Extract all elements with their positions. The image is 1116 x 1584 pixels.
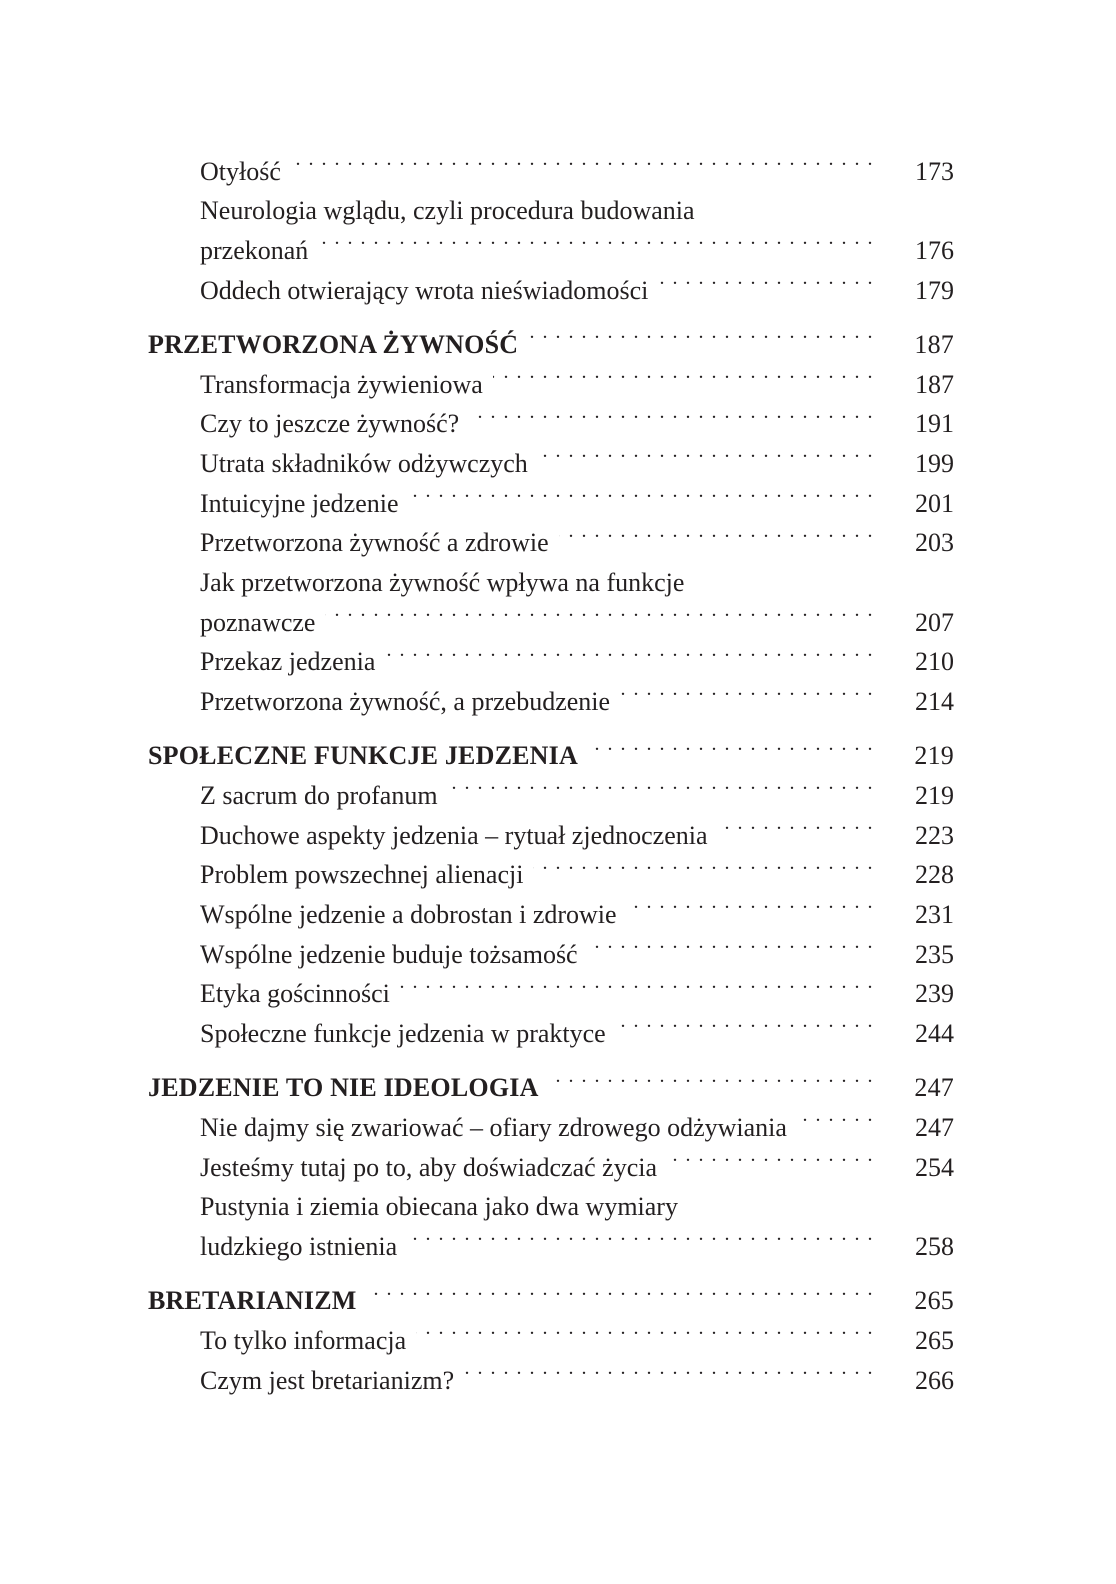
table-of-contents [148, 140, 954, 1395]
toc-entry-title: Wspólne jedzenie buduje tożsamość [200, 935, 588, 975]
toc-entry-title: ludzkiego istnienia [200, 1227, 407, 1267]
toc-entry-title: Etyka gościnności [200, 974, 400, 1014]
toc-entry-page-number: 258 [915, 1232, 954, 1262]
toc-entry-title: Otyłość [200, 152, 291, 192]
toc-entry-page-number: 247 [914, 1073, 954, 1103]
toc-entry-page-number: 203 [915, 528, 954, 558]
dot-leader [291, 140, 874, 180]
toc-entry-title: Utrata składników odżywczych [200, 444, 538, 484]
toc-chapter-heading[interactable] [148, 1270, 954, 1316]
toc-entry-page-number: 187 [915, 369, 954, 399]
toc-entry-title: Nie dajmy się zwariować – ofiary zdrowego odżywiania [200, 1108, 797, 1148]
toc-entry-page-number: 228 [915, 860, 954, 890]
toc-entry-title: JEDZENIE TO NIE IDEOLOGIA [148, 1068, 549, 1108]
toc-entry-page-number: 201 [915, 488, 954, 518]
toc-entry-title: Społeczne funkcje jedzenia w praktyce [200, 1014, 616, 1054]
toc-entry-line [200, 180, 954, 226]
dot-leader [797, 1096, 874, 1136]
toc-entry-line [148, 313, 954, 359]
dot-leader [705, 180, 874, 220]
toc-entry-page-number: 191 [915, 409, 954, 439]
dot-leader [694, 551, 874, 591]
toc-entry-title: Pustynia i ziemia obiecana jako dwa wymiary [200, 1187, 688, 1227]
toc-entry-title: Z sacrum do profanum [200, 776, 448, 816]
dot-leader [588, 725, 874, 765]
toc-entry-title: Wspólne jedzenie a dobrostan i zdrowie [200, 895, 627, 935]
toc-entry-title: Przetworzona żywność a zdrowie [200, 523, 559, 563]
toc-entry-page-number: 244 [915, 1019, 954, 1049]
toc-entry-page-number: 265 [915, 1325, 954, 1355]
dot-leader [588, 923, 874, 963]
toc-entry-title: Problem powszechnej alienacji [200, 855, 533, 895]
toc-entry-page-number: 231 [915, 900, 954, 930]
dot-leader [493, 353, 874, 393]
toc-entry-page-number: 265 [914, 1286, 954, 1316]
dot-leader [688, 1176, 874, 1216]
toc-entry-title: Przekaz jedzenia [200, 642, 385, 682]
toc-chapter-heading[interactable] [148, 313, 954, 359]
toc-entry-page-number: 266 [915, 1365, 954, 1395]
dot-leader [559, 512, 874, 552]
toc-entry-page-number: 239 [915, 979, 954, 1009]
toc-entry-title: Intuicyjne jedzenie [200, 484, 409, 524]
dot-leader [464, 1349, 874, 1389]
toc-entry-title: SPOŁECZNE FUNKCJE JEDZENIA [148, 736, 588, 776]
toc-entry-page-number: 247 [915, 1113, 954, 1142]
toc-entry-line [148, 1270, 954, 1316]
dot-leader [538, 432, 874, 472]
toc-entry-title: poznawcze [200, 603, 325, 643]
toc-entry-page-number: 179 [915, 275, 954, 305]
toc-entry-title: PRZETWORZONA ŻYWNOŚĆ [148, 325, 528, 365]
toc-entry-title: Przetworzona żywność, a przebudzenie [200, 682, 620, 722]
dot-leader [616, 1002, 874, 1042]
toc-entry-title: Neurologia wglądu, czyli procedura budowania [200, 191, 705, 231]
toc-entry-page-number: 235 [915, 939, 954, 969]
toc-entry-page-number: 173 [915, 156, 954, 186]
toc-entry-line [200, 140, 954, 186]
toc-entry-title: Duchowe aspekty jedzenia – rytuał zjednoczenia [200, 816, 718, 856]
toc-entry-title: Jak przetworzona żywność wpływa na funkcje [200, 563, 694, 603]
toc-entry-page-number: 214 [915, 687, 954, 717]
toc-entry-page-number: 176 [915, 236, 954, 266]
toc-entry-page-number: 219 [915, 781, 954, 810]
toc-entry-title: Czym jest bretarianizm? [200, 1361, 464, 1401]
dot-leader [385, 631, 874, 671]
toc-entry-title: Jesteśmy tutaj po to, aby doświadczać życia [200, 1148, 667, 1188]
toc-entry-page-number: 223 [915, 820, 954, 850]
toc-entry-page-number: 254 [915, 1152, 954, 1182]
toc-entry-page-number: 219 [914, 741, 954, 771]
toc-entry-page-number: 199 [915, 449, 954, 478]
toc-entry-title: To tylko informacja [200, 1321, 416, 1361]
toc-entry-title: przekonań [200, 231, 318, 271]
toc-entry-line [148, 1057, 954, 1103]
toc-entry-page-number: 187 [914, 329, 954, 359]
toc-entry-title: BRETARIANIZM [148, 1281, 367, 1321]
toc-chapter-heading[interactable] [148, 725, 954, 771]
dot-leader [627, 883, 874, 923]
dot-leader [620, 670, 874, 710]
dot-leader [658, 259, 874, 299]
toc-entry-line [148, 725, 954, 771]
dot-leader [469, 393, 874, 433]
toc-section-entry[interactable] [148, 140, 954, 186]
toc-entry-page-number: 210 [915, 647, 954, 677]
dot-leader [367, 1270, 875, 1310]
dot-leader [416, 1309, 874, 1349]
toc-chapter-heading[interactable] [148, 1057, 954, 1103]
dot-leader [528, 313, 874, 353]
toc-entry-page-number: 207 [915, 607, 954, 637]
dot-leader [549, 1057, 874, 1097]
toc-entry-title: Transformacja żywieniowa [200, 365, 493, 405]
dot-leader [718, 804, 875, 844]
toc-entry-title: Czy to jeszcze żywność? [200, 404, 469, 444]
toc-entry-title: Oddech otwierający wrota nieświadomości [200, 271, 658, 311]
